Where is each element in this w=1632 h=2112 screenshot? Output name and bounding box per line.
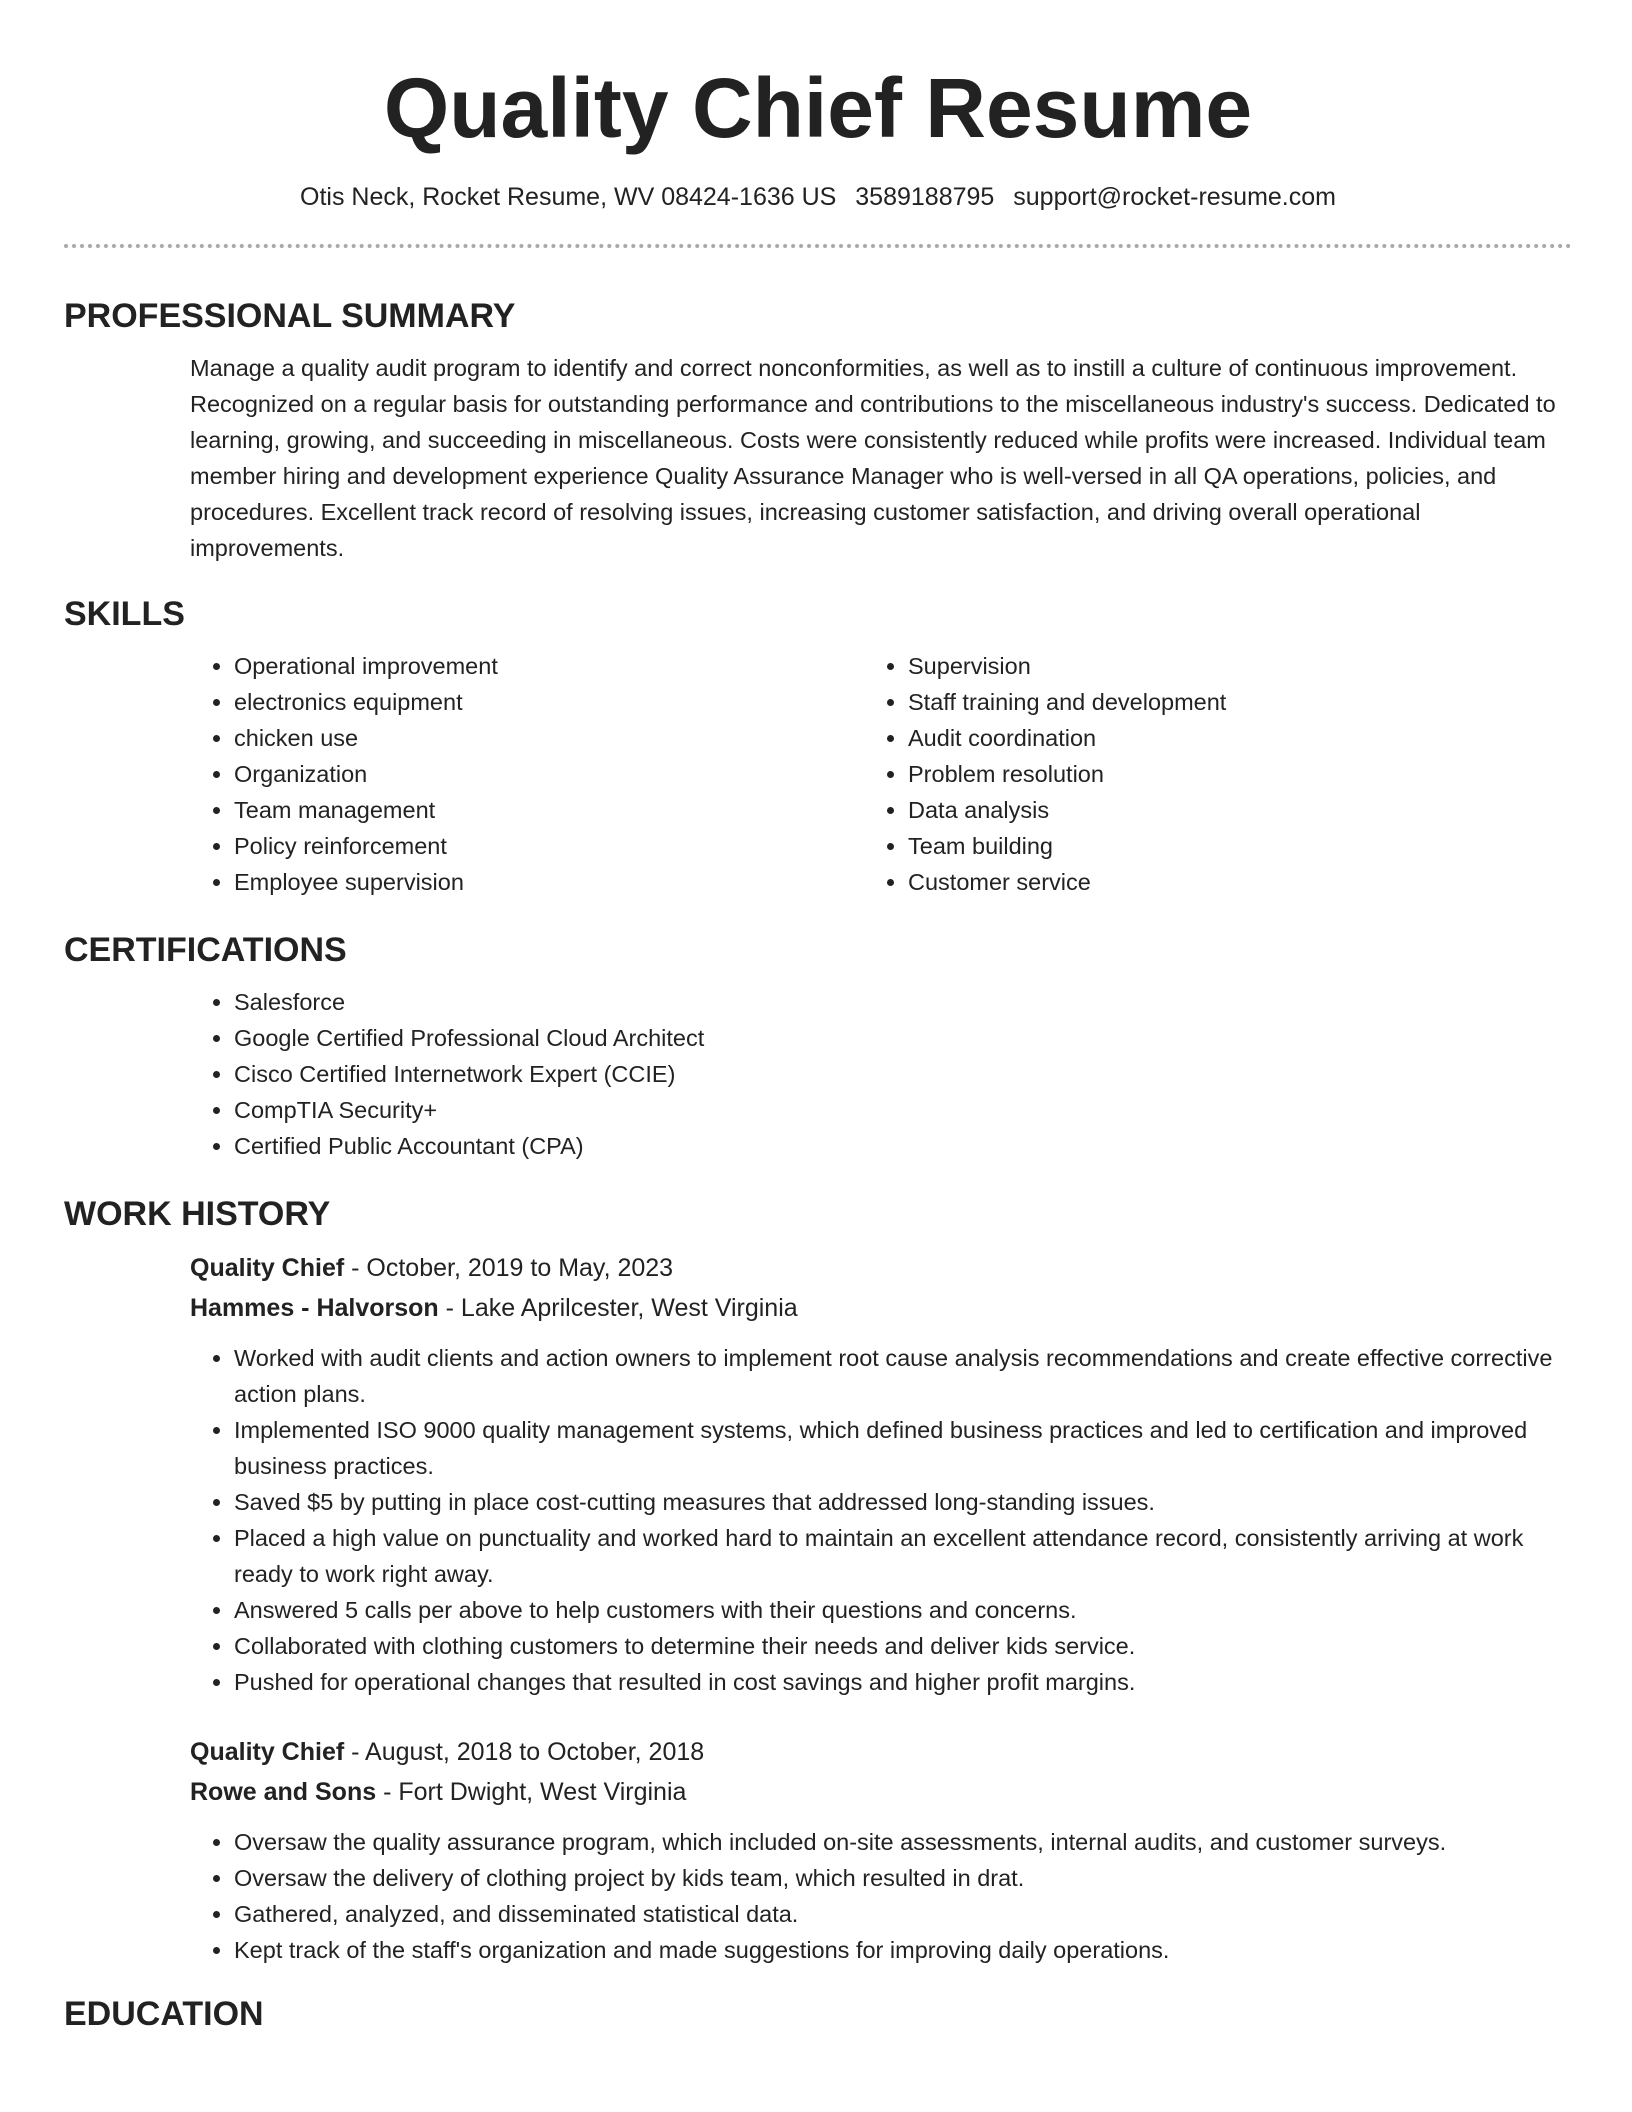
job-company: Rowe and Sons — [190, 1778, 377, 1806]
certification-item: • Salesforce — [234, 984, 1572, 1020]
job-bullet: • Pushed for operational changes that resulted in cost savings and higher profit margins. — [234, 1664, 1572, 1700]
skill-item: • chicken use — [234, 720, 738, 756]
skills-heading: SKILLS — [64, 595, 185, 633]
resume-page — [64, 0, 1572, 2036]
job-bullets — [190, 1824, 1572, 1968]
contact-email: support@rocket-resume.com — [1013, 183, 1336, 211]
job-entry — [190, 1732, 1572, 1968]
skill-item: • Staff training and development — [908, 684, 1508, 720]
job-title: Quality Chief — [190, 1738, 345, 1766]
skill-item: • electronics equipment — [234, 684, 738, 720]
job-bullet: • Implemented ISO 9000 quality management systems, which defined business practices and led to certification and improved business practices. — [234, 1412, 1572, 1484]
job-company-line — [190, 1288, 1572, 1328]
skill-item: • Policy reinforcement — [234, 828, 738, 864]
skills-list — [64, 648, 1572, 900]
job-bullet: • Saved $5 by putting in place cost-cutting measures that addressed long-standing issues. — [234, 1484, 1572, 1520]
job-company-line — [190, 1772, 1572, 1812]
job-title-line — [190, 1732, 1572, 1772]
job-bullet: • Kept track of the staff's organization and made suggestions for improving daily operations. — [234, 1932, 1572, 1968]
job-dates: - August, 2018 to October, 2018 — [344, 1738, 705, 1766]
job-bullet: • Answered 5 calls per above to help customers with their questions and concerns. — [234, 1592, 1572, 1628]
job-bullet: • Oversaw the delivery of clothing project by kids team, which resulted in drat. — [234, 1860, 1572, 1896]
job-dates: - October, 2019 to May, 2023 — [344, 1254, 674, 1282]
skill-item: • Operational improvement — [234, 648, 738, 684]
work-history-heading: WORK HISTORY — [64, 1195, 331, 1233]
skills-right-column — [738, 648, 1508, 900]
job-location: - Lake Aprilcester, West Virginia — [438, 1294, 798, 1322]
job-location: - Fort Dwight, West Virginia — [376, 1778, 687, 1806]
contact-address: Otis Neck, Rocket Resume, WV 08424-1636 US — [300, 183, 837, 211]
job-title-line — [190, 1248, 1572, 1288]
skill-item: • Supervision — [908, 648, 1508, 684]
job-bullet: • Oversaw the quality assurance program, which included on-site assessments, internal audits, and customer surveys. — [234, 1824, 1572, 1860]
certification-item: • CompTIA Security+ — [234, 1092, 1572, 1128]
skill-item: • Employee supervision — [234, 864, 738, 900]
skills-left-column — [64, 648, 738, 900]
certification-item: • Certified Public Accountant (CPA) — [234, 1128, 1572, 1164]
skill-item: • Team management — [234, 792, 738, 828]
certifications-list — [64, 984, 1572, 1164]
skill-item: • Data analysis — [908, 792, 1508, 828]
skill-item: • Team building — [908, 828, 1508, 864]
job-bullets — [190, 1340, 1572, 1700]
job-bullet: • Worked with audit clients and action owners to implement root cause analysis recommendations and create effective corrective action plans. — [234, 1340, 1572, 1412]
job-title: Quality Chief — [190, 1254, 345, 1282]
job-company: Hammes - Halvorson — [190, 1294, 439, 1322]
job-bullet: • Collaborated with clothing customers to determine their needs and deliver kids service. — [234, 1628, 1572, 1664]
job-bullet: • Placed a high value on punctuality and worked hard to maintain an excellent attendance record, consistently arriving at work ready to work right away. — [234, 1520, 1572, 1592]
certifications-heading: CERTIFICATIONS — [64, 931, 347, 969]
skill-item: • Problem resolution — [908, 756, 1508, 792]
summary-text: Manage a quality audit program to identify and correct nonconformities, as well as to instill a culture of continuous improvement. Recognized on a regular basis for outstanding performance and contributions to the miscellaneous industry's success. Dedicated to learning, growing, and succeeding in miscellaneous. Costs were consistently reduced while profits were increased. Individual team member hiring and development experience Quality Assurance Manager who is well-versed in all QA operations, policies, and procedures. Excellent track record of resolving issues, increasing customer satisfaction, and driving overall operational improvements. — [190, 355, 1556, 561]
certification-item: • Google Certified Professional Cloud Architect — [234, 1020, 1572, 1056]
skill-item: • Customer service — [908, 864, 1508, 900]
education-heading: EDUCATION — [64, 1995, 264, 2033]
summary-heading: PROFESSIONAL SUMMARY — [64, 297, 516, 335]
contact-line — [64, 180, 1572, 214]
resume-title: Quality Chief Resume — [383, 61, 1253, 155]
contact-phone: 3589188795 — [855, 183, 995, 211]
skill-item: • Audit coordination — [908, 720, 1508, 756]
job-entry — [190, 1248, 1572, 1700]
skill-item: • Organization — [234, 756, 738, 792]
certification-item: • Cisco Certified Internetwork Expert (CCIE) — [234, 1056, 1572, 1092]
header-divider — [64, 244, 1572, 248]
job-bullet: • Gathered, analyzed, and disseminated statistical data. — [234, 1896, 1572, 1932]
